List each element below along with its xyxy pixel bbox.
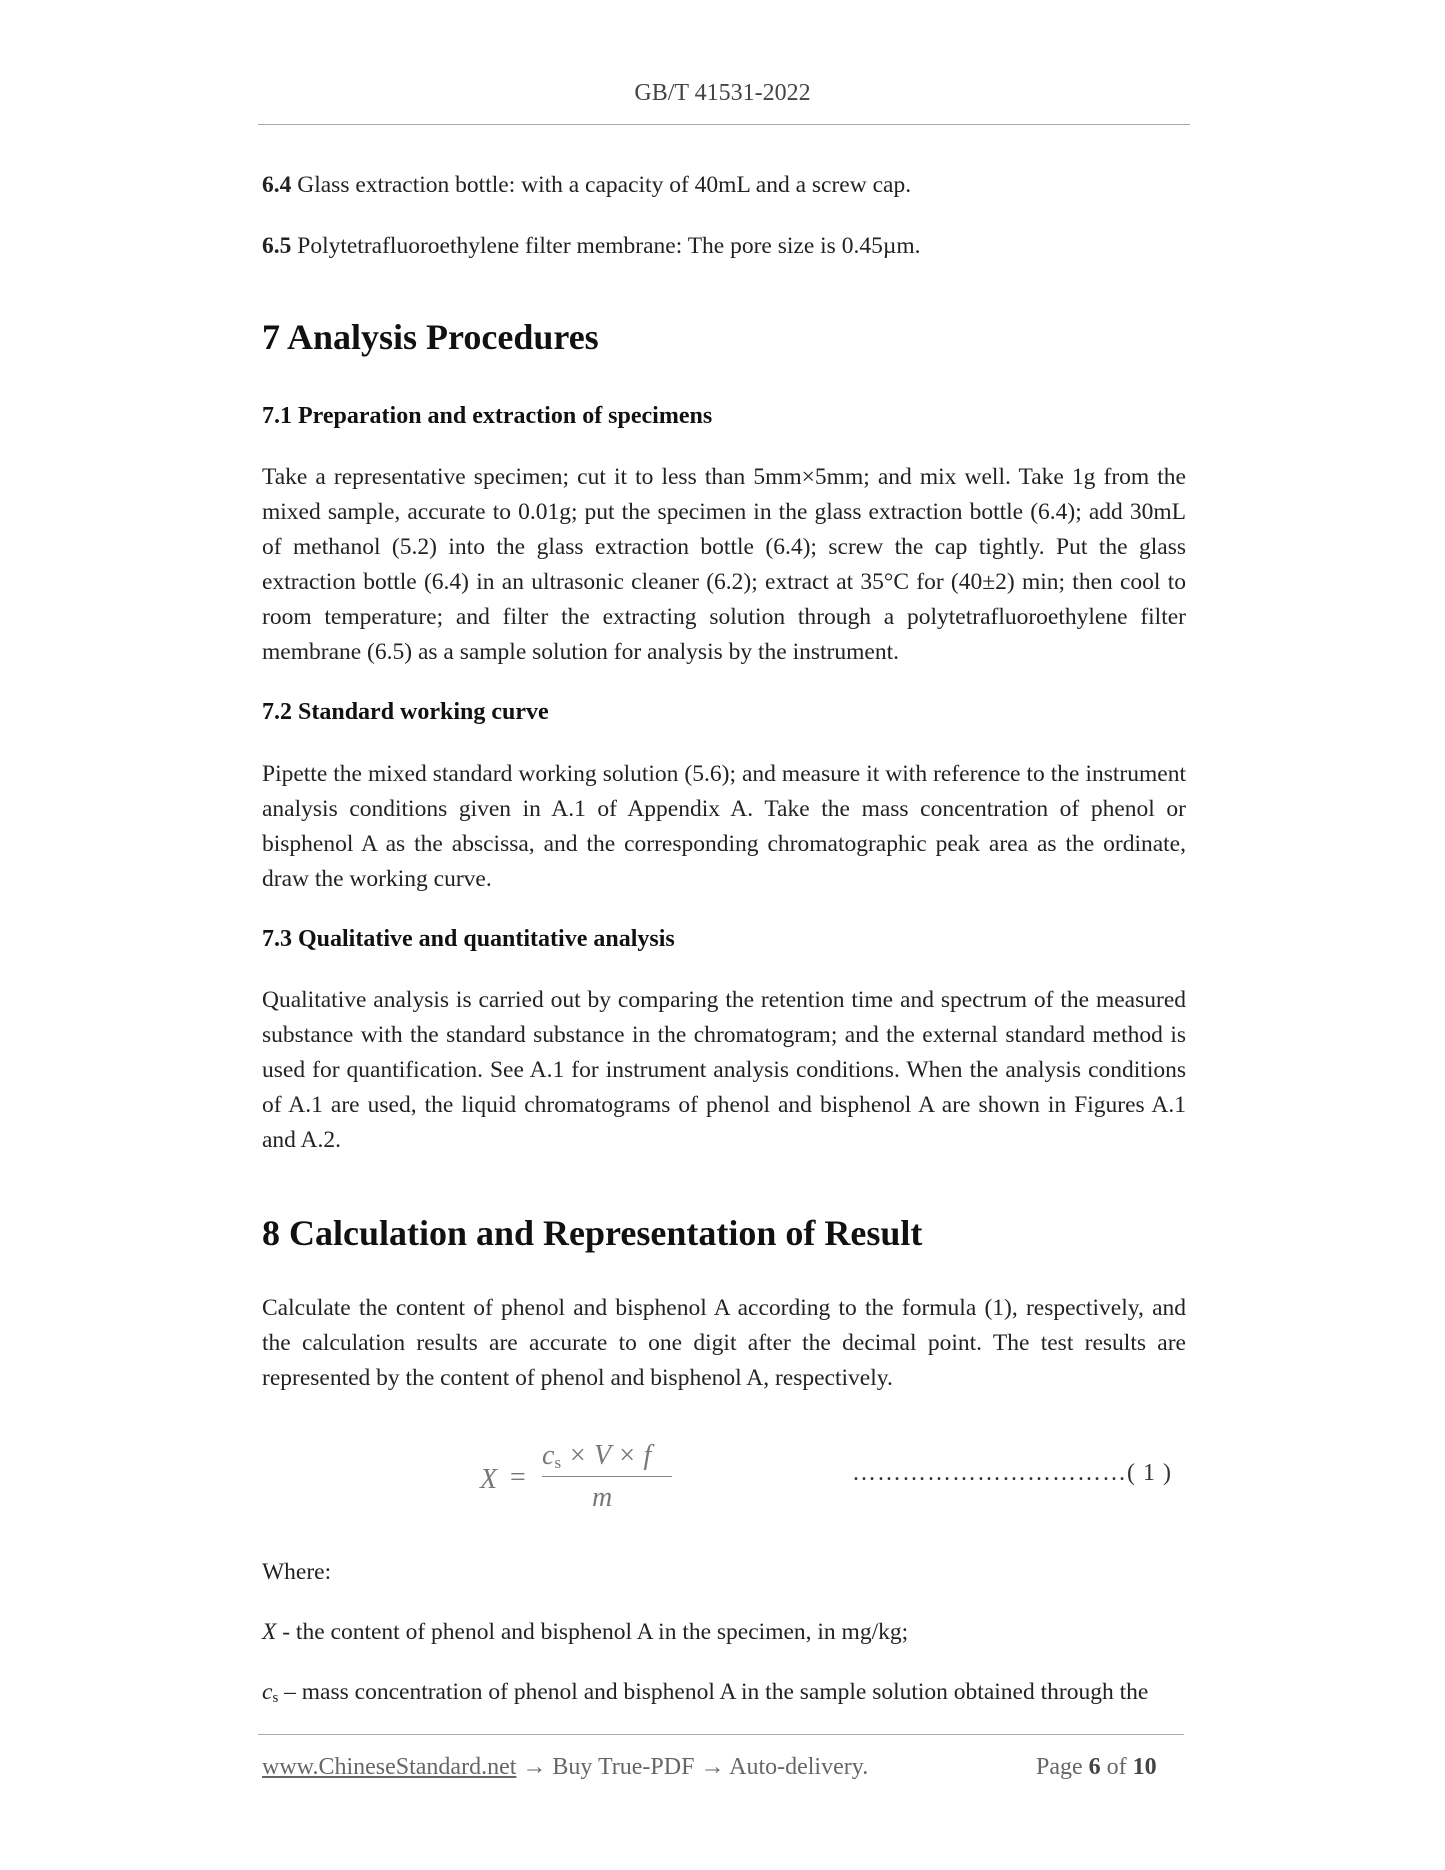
- current-page: 6: [1088, 1754, 1101, 1780]
- fraction-bar: [542, 1476, 672, 1477]
- formula-lhs: X: [480, 1464, 498, 1495]
- formula-equals: =: [510, 1462, 526, 1493]
- section-8-heading: 8 Calculation and Representation of Result: [262, 1213, 923, 1253]
- definition-x: [262, 1615, 1186, 1650]
- formula-1: [480, 1440, 740, 1520]
- section-7-heading: 7 Analysis Procedures: [262, 317, 599, 357]
- site-link[interactable]: www.ChineseStandard.net: [262, 1754, 517, 1780]
- footer-promo: [262, 1754, 868, 1781]
- definition-text: – mass concentration of phenol and bisphenol A in the sample solution obtained through the: [278, 1679, 1149, 1705]
- clause-text: Polytetrafluoroethylene filter membrane: The pore size is 0.45µm.: [291, 233, 921, 259]
- subsection-7-3-body: Qualitative analysis is carried out by comparing the retention time and spectrum of the measured substance with the standard substance in the chromatogram; and the external standard method is used for quantification. See A.1 for instrument analysis conditions. When the analysis conditions of A.1 are used, the liquid chromatograms of phenol and bisphenol A are shown in Figures A.1 and A.2.: [262, 987, 1186, 1153]
- where-label: Where:: [262, 1559, 332, 1585]
- formula-denominator: m: [592, 1482, 613, 1513]
- clause-number: 6.4: [262, 172, 292, 198]
- section-8-body: Calculate the content of phenol and bisphenol A according to the formula (1), respectively, and the calculation results are accurate to one digit after the decimal point. The test results are represented by the content of phenol and bisphenol A, respectively.: [262, 1295, 1186, 1391]
- subsection-7-3-heading: 7.3 Qualitative and quantitative analysis: [262, 926, 675, 952]
- footer-divider: [258, 1734, 1184, 1735]
- subsection-7-2-heading: 7.2 Standard working curve: [262, 699, 549, 725]
- equation-number: ……………………………( 1 ): [852, 1460, 1172, 1486]
- formula-numerator: $c_s \times V \times f$: [542, 1440, 652, 1472]
- subsection-7-1-body: Take a representative specimen; cut it to less than 5mm×5mm; and mix well. Take 1g from the mixed sample, accurate to 0.01g; put the specimen in the glass extraction bottle (6.4); add 30mL of methanol (5.2) into the glass extraction bottle (6.4); screw the cap tightly. Put the glass extraction bottle (6.4) in an ultrasonic cleaner (6.2); extract at 35°C for (40±2) min; then cool to room temperature; and filter the extracting solution through a polytetrafluoroethylene filter membrane (6.5) as a sample solution for analysis by the instrument.: [262, 464, 1186, 665]
- total-pages: 10: [1132, 1754, 1157, 1780]
- subsection-7-1-heading: 7.1 Preparation and extraction of specimens: [262, 403, 713, 429]
- definition-text: - the content of phenol and bisphenol A in the specimen, in mg/kg;: [276, 1619, 909, 1645]
- clause-number: 6.5: [262, 233, 292, 259]
- symbol-cs: c: [262, 1679, 273, 1705]
- footer-tagline: → Buy True-PDF → Auto-delivery.: [516, 1754, 869, 1780]
- running-header: GB/T 41531-2022: [634, 80, 811, 106]
- header-divider: [258, 124, 1190, 125]
- page-indicator: Page 6 of 10: [1036, 1754, 1157, 1780]
- symbol-x: X: [262, 1619, 277, 1645]
- clause-6-4: [262, 168, 1186, 203]
- clause-text: Glass extraction bottle: with a capacity of 40mL and a screw cap.: [291, 172, 912, 198]
- subsection-7-2-body: Pipette the mixed standard working solution (5.6); and measure it with reference to the instrument analysis conditions given in A.1 of Appendix A. Take the mass concentration of phenol or bisphenol A as the abscissa, and the corresponding chromatographic peak area as the ordinate, draw the working curve.: [262, 761, 1186, 892]
- definition-cs: cs – mass concentration of phenol and bisphenol A in the sample solution obtained through the: [262, 1679, 1149, 1706]
- clause-6-5: [262, 229, 1186, 264]
